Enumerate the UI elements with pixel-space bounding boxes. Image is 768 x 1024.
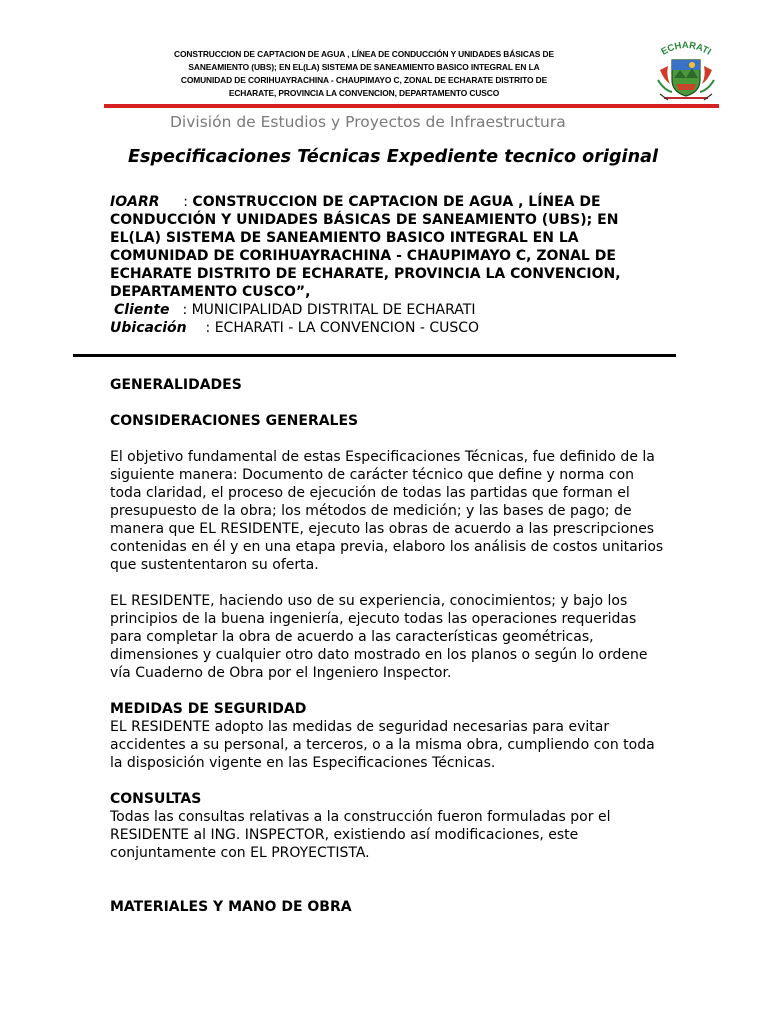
paragraph-line: para completar la obra de acuerdo a las características geométricas,: [110, 629, 594, 645]
section-divider: [73, 354, 676, 357]
ubicacion-row: [110, 319, 676, 337]
header-title-line: ECHARATE, PROVINCIA LA CONVENCION, DEPARTAMENTO CUSCO: [228, 87, 500, 98]
svg-text:ECHARATI: [659, 40, 712, 58]
project-info: [110, 193, 676, 337]
header-title: [150, 48, 578, 100]
paragraph-line: conjuntamente con EL PROYECTISTA.: [110, 845, 370, 861]
ubicacion-label: Ubicación: [110, 320, 187, 336]
paragraph-residente: [110, 592, 676, 682]
echarati-logo: [654, 40, 718, 102]
header-title-line: CONSTRUCCION DE CAPTACION DE AGUA , LÍNEA DE CONDUCCIÓN Y UNIDADES BÁSICAS DE: [174, 49, 554, 59]
division-subtitle: División de Estudios y Proyectos de Infraestructura: [170, 113, 566, 131]
paragraph-line: El objetivo fundamental de estas Especificaciones Técnicas, fue definido de la: [110, 449, 655, 465]
header-title-line: COMUNIDAD DE CORIHUAYRACHINA - CHAUPIMAYO C, ZONAL DE ECHARATE DISTRITO DE: [180, 74, 548, 85]
paragraph-line: RESIDENTE al ING. INSPECTOR, existiendo así modificaciones, este: [110, 827, 579, 843]
paragraph-line: que sustententaron su oferta.: [110, 557, 319, 573]
ioarr-line: COMUNIDAD DE CORIHUAYRACHINA - CHAUPIMAYO C, ZONAL DE: [110, 248, 616, 264]
document-title: Especificaciones Técnicas Expediente tecnico original: [127, 147, 659, 167]
header-title-line: SANEAMIENTO (UBS); EN EL(LA) SISTEMA DE SANEAMIENTO BASICO INTEGRAL EN LA: [188, 61, 540, 72]
consultas-heading: CONSULTAS: [110, 791, 202, 807]
paragraph-line: presupuesto de la obra; los métodos de medición; y las bases de pago; de: [110, 503, 632, 519]
paragraph-line: accidentes a su personal, a terceros, o a la misma obra, cumpliendo con toda: [110, 737, 655, 753]
ioarr-line: ECHARATE DISTRITO DE ECHARATE, PROVINCIA LA CONVENCION,: [110, 266, 621, 282]
paragraph-line: siguiente manera: Documento de carácter técnico que define y norma con: [110, 467, 635, 483]
ioarr-line: CONDUCCIÓN Y UNIDADES BÁSICAS DE SANEAMIENTO (UBS); EN: [110, 212, 619, 228]
ubicacion-value: : ECHARATI - LA CONVENCION - CUSCO: [205, 320, 480, 336]
ioarr-line: EL(LA) SISTEMA DE SANEAMIENTO BASICO INTEGRAL EN LA: [110, 230, 579, 246]
ioarr-separator: :: [183, 194, 188, 210]
paragraph-line: manera que EL RESIDENTE, ejecuto las obras de acuerdo a las prescripciones: [110, 521, 655, 537]
ioarr-label: IOARR: [110, 194, 160, 210]
paragraph-line: la disposición vigente en las Especificaciones Técnicas.: [110, 755, 496, 771]
paragraph-line: contenidas en él y en una etapa previa, elaboro los análisis de costos unitarios: [110, 539, 664, 555]
medidas-heading: MEDIDAS DE SEGURIDAD: [110, 701, 307, 717]
cliente-value: : MUNICIPALIDAD DISTRITAL DE ECHARATI: [182, 302, 476, 318]
consideraciones-heading: CONSIDERACIONES GENERALES: [110, 413, 359, 429]
logo-text: ECHARATI: [659, 40, 713, 58]
paragraph-line: vía Cuaderno de Obra por el Ingeniero Inspector.: [110, 665, 452, 681]
header-rule: [104, 104, 719, 108]
paragraph-consultas: [110, 808, 676, 862]
ioarr-line: CONSTRUCCION DE CAPTACION DE AGUA , LÍNEA DE: [192, 194, 601, 210]
document-body: [110, 376, 676, 916]
paragraph-line: dimensiones y cualquier otro dato mostrado en los planos o según lo ordene: [110, 647, 648, 663]
ioarr-block: [110, 193, 676, 301]
materiales-heading: MATERIALES Y MANO DE OBRA: [110, 899, 352, 915]
paragraph-line: EL RESIDENTE adopto las medidas de seguridad necesarias para evitar: [110, 719, 610, 735]
paragraph-objetivo: [110, 448, 676, 574]
paragraph-line: principios de la buena ingeniería, ejecuto todas las operaciones requeridas: [110, 611, 637, 627]
paragraph-line: toda claridad, el proceso de ejecución de todas las partidas que forman el: [110, 485, 630, 501]
generalidades-heading: GENERALIDADES: [110, 377, 242, 393]
cliente-row: [110, 301, 676, 319]
ioarr-line: DEPARTAMENTO CUSCO”,: [110, 284, 311, 300]
cliente-label: Cliente: [114, 302, 170, 318]
paragraph-line: EL RESIDENTE, haciendo uso de su experiencia, conocimientos; y bajo los: [110, 593, 628, 609]
paragraph-line: Todas las consultas relativas a la construcción fueron formuladas por el: [110, 809, 611, 825]
paragraph-medidas: [110, 718, 676, 772]
